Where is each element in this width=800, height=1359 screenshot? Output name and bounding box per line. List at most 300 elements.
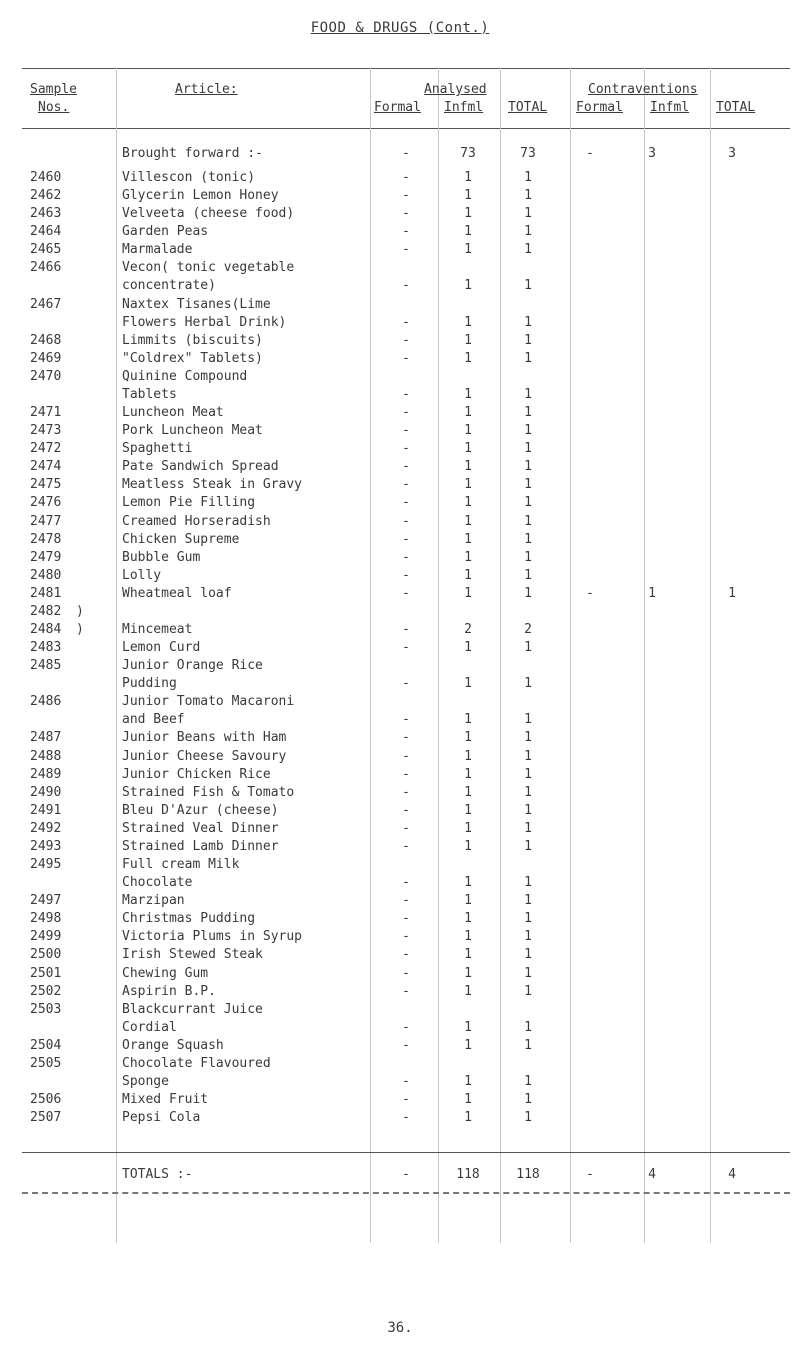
article-name: Bubble Gum: [122, 549, 201, 565]
cell-analysed-total: 1: [524, 838, 532, 854]
cell-analysed-total: 1: [524, 1019, 532, 1035]
article-name: Marzipan: [122, 893, 185, 909]
article-name: Limmits (biscuits): [122, 332, 263, 348]
cell-analysed-total: 1: [524, 405, 532, 421]
article-name: Lolly: [122, 567, 162, 583]
cell-analysed-formal: -: [402, 730, 410, 746]
cell-contra-formal: -: [586, 585, 594, 601]
cell-analysed-formal: -: [402, 224, 410, 240]
cell-analysed-formal: -: [402, 748, 410, 764]
cell-analysed-formal: -: [402, 1110, 410, 1126]
cell-analysed-infml: 1: [464, 730, 472, 746]
table-row: [0, 676, 800, 694]
cell-analysed-infml: 1: [464, 640, 472, 656]
cell-analysed-infml: 1: [464, 875, 472, 891]
table-row: [0, 712, 800, 730]
article-name: concentrate): [122, 278, 216, 294]
article-name: Pate Sandwich Spread: [122, 459, 279, 475]
sample-number: 2478: [30, 531, 62, 547]
cell-analysed-formal: -: [402, 459, 410, 475]
cell-analysed-formal: -: [402, 242, 410, 258]
cell-analysed-infml: 1: [464, 1037, 472, 1053]
totals-label: TOTALS :-: [122, 1167, 193, 1182]
cell-analysed-formal: -: [402, 838, 410, 854]
sample-number: 2464: [30, 224, 62, 240]
cell-analysed-formal: -: [402, 1092, 410, 1108]
sample-number: 2463: [30, 206, 62, 222]
cell-analysed-infml: 1: [464, 802, 472, 818]
article-name: Villescon (tonic): [122, 170, 256, 185]
table-row: [0, 170, 800, 188]
table-row: [0, 604, 800, 622]
table-row: [0, 875, 800, 893]
cell-analysed-total: 1: [524, 188, 532, 204]
cell-analysed-formal: -: [402, 278, 410, 294]
article-name: Mixed Fruit: [122, 1092, 209, 1108]
header-analysed-total: TOTAL: [508, 100, 548, 115]
table-row: [0, 1002, 800, 1020]
cell-analysed-infml: 1: [464, 712, 472, 728]
cell-analysed-total: 1: [524, 206, 532, 222]
cell-analysed-infml: 1: [464, 513, 472, 529]
cell-analysed-formal: -: [402, 676, 410, 692]
cell-analysed-total: 1: [524, 1092, 532, 1108]
sample-number: 2477: [30, 513, 62, 529]
bracket-mark: ): [76, 603, 84, 619]
sample-number: 2473: [30, 423, 62, 439]
article-name: Junior Chicken Rice: [122, 766, 271, 782]
table-row: [0, 1092, 800, 1110]
table-row: [0, 224, 800, 242]
cell-analysed-formal: -: [402, 477, 410, 493]
totals-top-rule: [22, 1152, 790, 1153]
sample-number: 2500: [30, 947, 62, 963]
table-row: [0, 278, 800, 296]
cell-analysed-total: 1: [524, 911, 532, 927]
cell-analysed-total: 1: [524, 1037, 532, 1053]
cell-analysed-total: 1: [524, 170, 532, 185]
cell-contra-formal: -: [586, 1167, 594, 1182]
cell-analysed-formal: -: [402, 965, 410, 981]
cell-analysed-total: 73: [520, 146, 536, 161]
sample-number: 2504: [30, 1037, 62, 1053]
cell-analysed-formal: -: [402, 188, 410, 204]
sample-number: 2488: [30, 748, 62, 764]
table-row: [0, 242, 800, 260]
table-row: [0, 387, 800, 405]
header-contra-total: TOTAL: [716, 100, 756, 115]
table-row: [0, 351, 800, 369]
table-row: [0, 730, 800, 748]
sample-number: 2485: [30, 658, 62, 674]
cell-analysed-total: 118: [516, 1167, 540, 1182]
cell-analysed-total: 1: [524, 459, 532, 475]
article-name: Full cream Milk: [122, 857, 240, 873]
cell-analysed-formal: -: [402, 622, 410, 637]
table-row: [0, 694, 800, 712]
sample-number: 2470: [30, 368, 62, 384]
table-row: [0, 586, 800, 604]
cell-analysed-formal: -: [402, 802, 410, 818]
cell-analysed-formal: -: [402, 640, 410, 656]
cell-analysed-infml: 118: [456, 1167, 480, 1182]
sample-number: 2476: [30, 495, 62, 511]
cell-analysed-formal: -: [402, 875, 410, 891]
table-row: [0, 297, 800, 315]
bracket-mark: ): [76, 622, 84, 637]
sample-number: 2468: [30, 332, 62, 348]
sample-number: 2479: [30, 549, 62, 565]
cell-analysed-infml: 1: [464, 188, 472, 204]
table-row: [0, 767, 800, 785]
table-row: [0, 966, 800, 984]
article-name: Junior Beans with Ham: [122, 730, 287, 746]
table-row: [0, 1056, 800, 1074]
cell-analysed-total: 1: [524, 242, 532, 258]
cell-analysed-total: 1: [524, 640, 532, 656]
cell-analysed-formal: -: [402, 405, 410, 421]
table-row: [0, 1110, 800, 1128]
article-name: Quinine Compound: [122, 368, 248, 384]
cell-analysed-total: 1: [524, 820, 532, 836]
table-row: [0, 315, 800, 333]
sample-number: 2498: [30, 911, 62, 927]
cell-analysed-infml: 1: [464, 459, 472, 475]
article-name: Meatless Steak in Gravy: [122, 477, 303, 493]
article-name: Strained Lamb Dinner: [122, 838, 279, 854]
article-name: Bleu D'Azur (cheese): [122, 802, 279, 818]
cell-contra-total: 4: [728, 1167, 736, 1182]
cell-analysed-formal: -: [402, 332, 410, 348]
sample-number: 2503: [30, 1001, 62, 1017]
cell-analysed-infml: 1: [464, 1110, 472, 1126]
cell-analysed-infml: 1: [464, 405, 472, 421]
cell-analysed-total: 1: [524, 513, 532, 529]
cell-analysed-infml: 1: [464, 893, 472, 909]
cell-analysed-infml: 1: [464, 242, 472, 258]
cell-analysed-total: 1: [524, 1110, 532, 1126]
cell-analysed-infml: 1: [464, 495, 472, 511]
table-row: [0, 188, 800, 206]
cell-analysed-formal: -: [402, 170, 410, 185]
cell-analysed-infml: 1: [464, 911, 472, 927]
header-bottom-rule: [22, 128, 790, 129]
cell-analysed-total: 1: [524, 332, 532, 348]
article-name: Creamed Horseradish: [122, 513, 271, 529]
cell-analysed-infml: 1: [464, 206, 472, 222]
cell-analysed-infml: 1: [464, 585, 472, 601]
cell-analysed-total: 1: [524, 567, 532, 583]
article-name: Luncheon Meat: [122, 405, 224, 421]
table-row: [0, 803, 800, 821]
article-name: Marmalade: [122, 242, 193, 258]
sample-number: 2475: [30, 477, 62, 493]
article-name: Flowers Herbal Drink): [122, 314, 287, 330]
cell-analysed-formal: -: [402, 386, 410, 402]
cell-analysed-total: 1: [524, 1074, 532, 1089]
cell-contra-infml: 3: [648, 146, 656, 161]
table-row: [0, 893, 800, 911]
cell-analysed-infml: 1: [464, 531, 472, 547]
sample-number: 2491: [30, 802, 62, 818]
cell-analysed-total: 1: [524, 802, 532, 818]
sample-number: 2465: [30, 242, 62, 258]
cell-analysed-total: 1: [524, 748, 532, 764]
cell-analysed-infml: 1: [464, 929, 472, 945]
cell-analysed-formal: -: [402, 929, 410, 945]
cell-analysed-formal: -: [402, 350, 410, 366]
page-title: [0, 20, 800, 36]
cell-analysed-total: 1: [524, 712, 532, 728]
article-name: Junior Cheese Savoury: [122, 748, 287, 764]
header-contraventions: Contraventions: [588, 82, 698, 97]
cell-analysed-total: 1: [524, 314, 532, 330]
article-name: Mincemeat: [122, 622, 193, 637]
table-row: [0, 947, 800, 965]
sample-number: 2507: [30, 1110, 62, 1126]
cell-analysed-total: 1: [524, 549, 532, 565]
cell-analysed-formal: -: [402, 567, 410, 583]
cell-analysed-infml: 1: [464, 838, 472, 854]
cell-analysed-total: 1: [524, 531, 532, 547]
cell-analysed-infml: 1: [464, 748, 472, 764]
table-row: [0, 369, 800, 387]
article-name: Garden Peas: [122, 224, 209, 240]
article-name: Aspirin B.P.: [122, 983, 216, 999]
table-row: [0, 640, 800, 658]
cell-analysed-formal: -: [402, 766, 410, 782]
header-sample: Sample: [30, 82, 77, 97]
cell-analysed-formal: -: [402, 585, 410, 601]
cell-analysed-formal: -: [402, 893, 410, 909]
totals-row: [0, 1167, 800, 1185]
cell-analysed-total: 1: [524, 350, 532, 366]
sample-number: 2492: [30, 820, 62, 836]
cell-analysed-formal: -: [402, 1167, 410, 1182]
cell-analysed-infml: 1: [464, 1019, 472, 1035]
cell-analysed-total: 1: [524, 784, 532, 800]
sample-number: 2466: [30, 260, 62, 276]
article-name: Tablets: [122, 386, 177, 402]
article-name: Orange Squash: [122, 1037, 224, 1053]
sample-number: 2501: [30, 965, 62, 981]
cell-analysed-infml: 1: [464, 224, 472, 240]
header-top-rule: [22, 68, 790, 69]
page-title-text: FOOD & DRUGS (Cont.): [310, 20, 490, 36]
cell-analysed-formal: -: [402, 983, 410, 999]
cell-analysed-formal: -: [402, 146, 410, 161]
cell-analysed-formal: -: [402, 549, 410, 565]
cell-analysed-infml: 2: [464, 622, 472, 637]
cell-analysed-infml: 1: [464, 1092, 472, 1108]
sample-number: 2499: [30, 929, 62, 945]
cell-analysed-infml: 73: [460, 146, 476, 161]
cell-analysed-formal: -: [402, 423, 410, 439]
article-name: Sponge: [122, 1074, 169, 1089]
table-row: [0, 405, 800, 423]
cell-analysed-infml: 1: [464, 766, 472, 782]
cell-contra-infml: 1: [648, 585, 656, 601]
table-row: [0, 658, 800, 676]
table-row: [0, 568, 800, 586]
article-name: Lemon Pie Filling: [122, 495, 256, 511]
cell-analysed-infml: 1: [464, 278, 472, 294]
sample-number: 2474: [30, 459, 62, 475]
cell-analysed-infml: 1: [464, 567, 472, 583]
cell-analysed-total: 1: [524, 585, 532, 601]
article-name: Pepsi Cola: [122, 1110, 201, 1126]
cell-analysed-infml: 1: [464, 332, 472, 348]
article-name: Chocolate: [122, 875, 193, 891]
sample-number: 2467: [30, 296, 62, 312]
sample-number: 2502: [30, 983, 62, 999]
article-name: Vecon( tonic vegetable: [122, 260, 295, 276]
cell-analysed-infml: 1: [464, 1074, 472, 1089]
cell-analysed-formal: -: [402, 784, 410, 800]
cell-analysed-formal: -: [402, 911, 410, 927]
cell-analysed-formal: -: [402, 495, 410, 511]
sample-number: 2505: [30, 1055, 62, 1071]
page-number: 36.: [387, 1320, 413, 1336]
header-contra-infml: Infml: [650, 100, 690, 115]
article-name: Christmas Pudding: [122, 911, 256, 927]
cell-contra-total: 1: [728, 585, 736, 601]
article-name: Blackcurrant Juice: [122, 1001, 263, 1017]
header-article: Article:: [175, 82, 238, 97]
cell-analysed-total: 1: [524, 893, 532, 909]
cell-analysed-total: 1: [524, 224, 532, 240]
article-name: Chicken Supreme: [122, 531, 240, 547]
table-row: [0, 514, 800, 532]
article-name: "Coldrex" Tablets): [122, 350, 263, 366]
header-analysed-formal: Formal: [374, 100, 421, 115]
cell-analysed-formal: -: [402, 1037, 410, 1053]
sample-number: 2490: [30, 784, 62, 800]
article-name: Glycerin Lemon Honey: [122, 188, 279, 204]
cell-analysed-infml: 1: [464, 965, 472, 981]
table-row: [0, 333, 800, 351]
sample-number: 2462: [30, 188, 62, 204]
table-row: [0, 495, 800, 513]
header-analysed-infml: Infml: [444, 100, 484, 115]
cell-analysed-infml: 1: [464, 170, 472, 185]
cell-analysed-infml: 1: [464, 441, 472, 457]
table-row: [0, 532, 800, 550]
cell-analysed-formal: -: [402, 441, 410, 457]
article-name: Naxtex Tisanes(Lime: [122, 296, 271, 312]
cell-analysed-total: 1: [524, 441, 532, 457]
article-name: Junior Tomato Macaroni: [122, 694, 295, 710]
table-row: [0, 459, 800, 477]
header-contra-formal: Formal: [576, 100, 623, 115]
article-name: and Beef: [122, 712, 185, 728]
header-analysed: Analysed: [424, 82, 487, 97]
cell-analysed-infml: 1: [464, 784, 472, 800]
sample-number: 2484: [30, 622, 62, 637]
sample-number: 2486: [30, 694, 62, 710]
article-name: Irish Stewed Steak: [122, 947, 263, 963]
cell-analysed-total: 1: [524, 278, 532, 294]
article-name: Victoria Plums in Syrup: [122, 929, 303, 945]
cell-analysed-total: 1: [524, 730, 532, 746]
cell-analysed-formal: -: [402, 206, 410, 222]
cell-analysed-formal: -: [402, 513, 410, 529]
sample-number: 2506: [30, 1092, 62, 1108]
cell-analysed-total: 1: [524, 965, 532, 981]
cell-analysed-total: 1: [524, 983, 532, 999]
cell-analysed-formal: -: [402, 314, 410, 330]
cell-analysed-total: 1: [524, 929, 532, 945]
cell-contra-formal: -: [586, 146, 594, 161]
sample-number: 2481: [30, 585, 62, 601]
header-nos: Nos.: [38, 100, 70, 115]
table-row: [0, 984, 800, 1002]
cell-analysed-total: 1: [524, 386, 532, 402]
cell-analysed-infml: 1: [464, 676, 472, 692]
table-row: [0, 1074, 800, 1092]
article-name: Cordial: [122, 1019, 177, 1035]
cell-analysed-formal: -: [402, 947, 410, 963]
article-name: Strained Fish & Tomato: [122, 784, 295, 800]
cell-analysed-infml: 1: [464, 983, 472, 999]
cell-contra-infml: 4: [648, 1167, 656, 1182]
table-row: [0, 550, 800, 568]
article-name: Pork Luncheon Meat: [122, 423, 263, 439]
table-row: [0, 1020, 800, 1038]
cell-analysed-formal: -: [402, 1074, 410, 1089]
table-row: [0, 260, 800, 278]
sample-number: 2480: [30, 567, 62, 583]
table-row: [0, 929, 800, 947]
cell-analysed-infml: 1: [464, 423, 472, 439]
table-row: [0, 911, 800, 929]
table-row: [0, 857, 800, 875]
article-name: Velveeta (cheese food): [122, 206, 295, 222]
sample-number: 2487: [30, 730, 62, 746]
article-name: Chocolate Flavoured: [122, 1055, 271, 1071]
table-row: [0, 821, 800, 839]
brought-forward-row: [0, 146, 800, 164]
article-name: Wheatmeal loaf: [122, 585, 232, 601]
totals-bottom-rule: [22, 1192, 790, 1194]
cell-analysed-total: 1: [524, 875, 532, 891]
table-row: [0, 477, 800, 495]
sample-number: 2472: [30, 441, 62, 457]
sample-number: 2460: [30, 170, 62, 185]
sample-number: 2483: [30, 640, 62, 656]
table-row: [0, 622, 800, 640]
table-row: [0, 423, 800, 441]
sample-number: 2493: [30, 838, 62, 854]
cell-analysed-total: 1: [524, 495, 532, 511]
cell-analysed-infml: 1: [464, 549, 472, 565]
article-name: Pudding: [122, 676, 177, 692]
cell-analysed-formal: -: [402, 820, 410, 836]
cell-analysed-total: 1: [524, 676, 532, 692]
brought-forward-label: Brought forward :-: [122, 146, 263, 161]
cell-analysed-infml: 1: [464, 386, 472, 402]
cell-analysed-total: 1: [524, 947, 532, 963]
sample-number: 2489: [30, 766, 62, 782]
table-row: [0, 785, 800, 803]
cell-analysed-infml: 1: [464, 314, 472, 330]
table-row: [0, 749, 800, 767]
cell-analysed-formal: -: [402, 531, 410, 547]
article-name: Lemon Curd: [122, 640, 201, 656]
sample-number: 2469: [30, 350, 62, 366]
table-row: [0, 839, 800, 857]
cell-analysed-total: 1: [524, 477, 532, 493]
